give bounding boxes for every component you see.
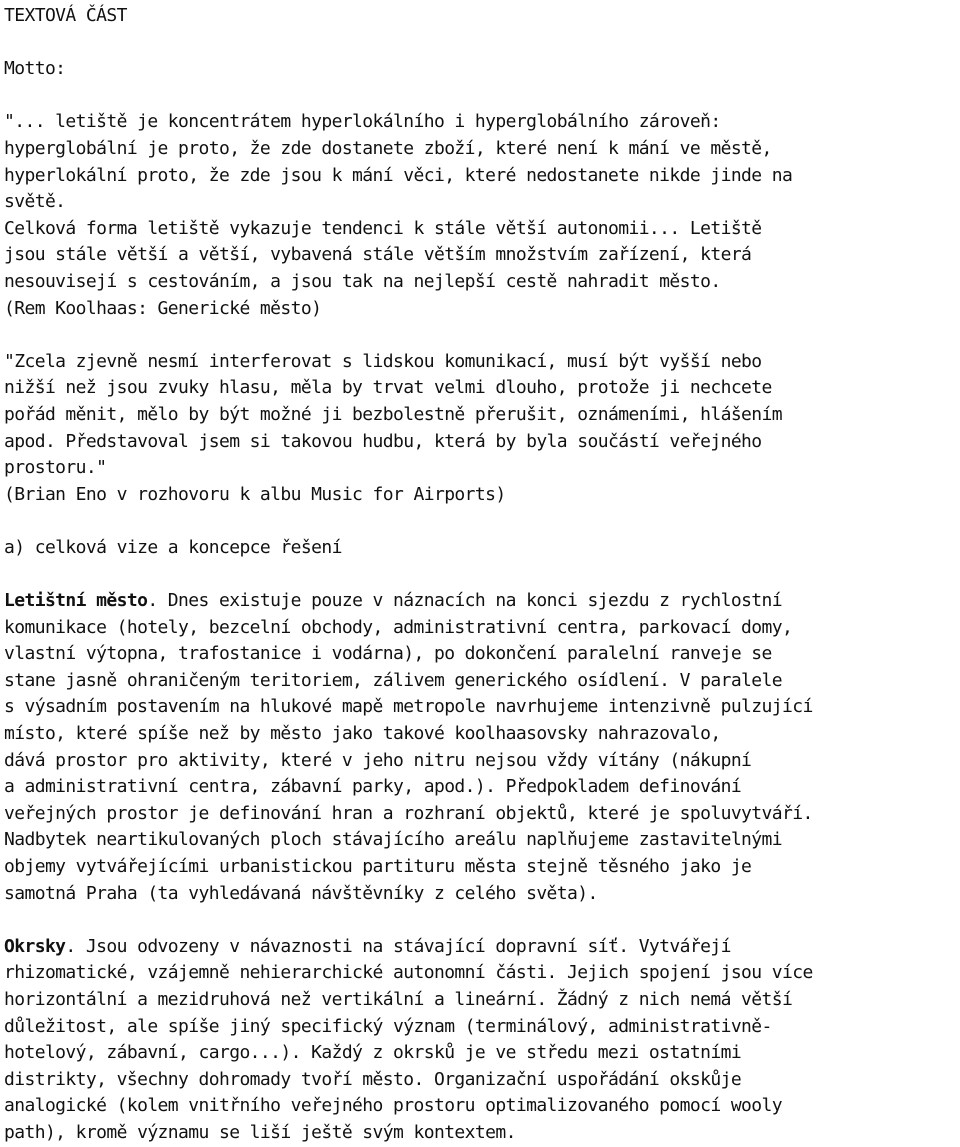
- spacer: [4, 561, 956, 588]
- paragraph-first-line: [4, 588, 956, 615]
- spacer: [4, 907, 956, 934]
- paragraph-line: hotelový, zábavní, cargo...). Každý z okrsků je ve středu mezi ostatními: [4, 1042, 742, 1064]
- document: [4, 3, 956, 1147]
- paragraph-line: path), kromě významu se liší ještě svým kontextem.: [4, 1121, 516, 1143]
- quote-line: prostoru.": [4, 457, 107, 479]
- quote-line: jsou stále větší a větší, vybavená stále větším množstvím zařízení, která: [4, 244, 752, 266]
- paragraph-text: . Jsou odvozeny v návaznosti na stávající dopravní síť. Vytvářejí: [65, 935, 731, 957]
- paragraph-line: distrikty, všechny dohromady tvoří město. Organizační uspořádání okskůje: [4, 1068, 742, 1090]
- motto-label: Motto:: [4, 58, 66, 80]
- paragraph-line: důležitost, ale spíše jiný specifický význam (terminálový, administrativně-: [4, 1015, 772, 1037]
- paragraph-line: a administrativní centra, zábavní parky, apod.). Předpokladem definování: [4, 776, 742, 798]
- paragraph-okrsky: [4, 934, 956, 1147]
- paragraph-letistni-mesto: [4, 588, 956, 907]
- paragraph-line: analogické (kolem vnitřního veřejného prostoru optimalizovaného pomocí wooly: [4, 1095, 783, 1117]
- spacer: [4, 83, 956, 110]
- paragraph-line: místo, které spíše než by město jako takové koolhaasovsky nahrazovalo,: [4, 723, 721, 745]
- paragraph-line: s výsadním postavením na hlukové mapě metropole navrhujeme intenzivně pulzující: [4, 696, 813, 718]
- paragraph-first-line: [4, 934, 956, 961]
- paragraph-line: objemy vytvářejícími urbanistickou partituru města stejně těsného jako je: [4, 856, 752, 877]
- paragraph-line: veřejných prostor je definování hran a rozhraní objektů, které je spoluvytváří.: [4, 802, 813, 824]
- spacer: [4, 30, 956, 57]
- paragraph-line: komunikace (hotely, bezcelní obchody, administrativní centra, parkovací domy,: [4, 616, 793, 638]
- quote-line: "Zcela zjevně nesmí interferovat s lidskou komunikací, musí být vyšší nebo: [4, 350, 762, 372]
- paragraph-line: dává prostor pro aktivity, které v jeho nitru nejsou vždy vítány (nákupní: [4, 749, 752, 771]
- spacer: [4, 322, 956, 349]
- paragraph-term: Letištní město: [4, 590, 148, 612]
- quote-line: pořád měnit, mělo by být možné ji bezbolestně přerušit, oznámeními, hlášením: [4, 403, 783, 425]
- quote-line: světě.: [4, 191, 66, 213]
- paragraph-text: . Dnes existuje pouze v náznacích na konci sjezdu z rychlostní: [147, 590, 783, 612]
- quote-line: nesouvisejí s cestováním, a jsou tak na nejlepší cestě nahradit město.: [4, 270, 721, 292]
- page-title: TEXTOVÁ ČÁST: [4, 5, 127, 26]
- quote-line: Celková forma letiště vykazuje tendenci k stále větší autonomii... Letiště: [4, 217, 762, 239]
- quote-eno: [4, 349, 956, 509]
- quote-line: nižší než jsou zvuky hlasu, měla by trvat velmi dlouho, protože ji nechcete: [4, 377, 772, 399]
- quote-line: hyperglobální je proto, že zde dostanete zboží, které není k mání ve městě,: [4, 137, 772, 159]
- quote-line: "... letiště je koncentrátem hyperlokálního i hyperglobálního zároveň:: [4, 111, 721, 133]
- paragraph-line: samotná Praha (ta vyhledávaná návštěvníky z celého světa).: [4, 882, 598, 904]
- paragraph-line: vlastní výtopna, trafostanice i vodárna), po dokončení paralelní ranveje se: [4, 643, 772, 665]
- quote-line: apod. Představoval jsem si takovou hudbu, která by byla součástí veřejného: [4, 430, 762, 452]
- paragraph-line: stane jasně ohraničeným teritoriem, zálivem generického osídlení. V paralele: [4, 669, 783, 691]
- spacer: [4, 508, 956, 535]
- paragraph-line: Nadbytek neartikulovaných ploch stávajícího areálu naplňujeme zastavitelnými: [4, 829, 783, 851]
- quote-line: hyperlokální proto, že zde jsou k mání věci, které nedostanete nikde jinde na: [4, 164, 793, 186]
- paragraph-line: rhizomatické, vzájemně nehierarchické autonomní části. Jejich spojení jsou více: [4, 962, 813, 984]
- quote-source: (Rem Koolhaas: Generické město): [4, 297, 322, 319]
- section-heading: a) celková vize a koncepce řešení: [4, 536, 342, 558]
- paragraph-line: horizontální a mezidruhová než vertikální a lineární. Žádný z nich nemá větší: [4, 988, 793, 1010]
- quote-source: (Brian Eno v rozhovoru k albu Music for Airports): [4, 483, 506, 505]
- quote-koolhaas: [4, 109, 956, 322]
- paragraph-term: Okrsky: [4, 935, 66, 957]
